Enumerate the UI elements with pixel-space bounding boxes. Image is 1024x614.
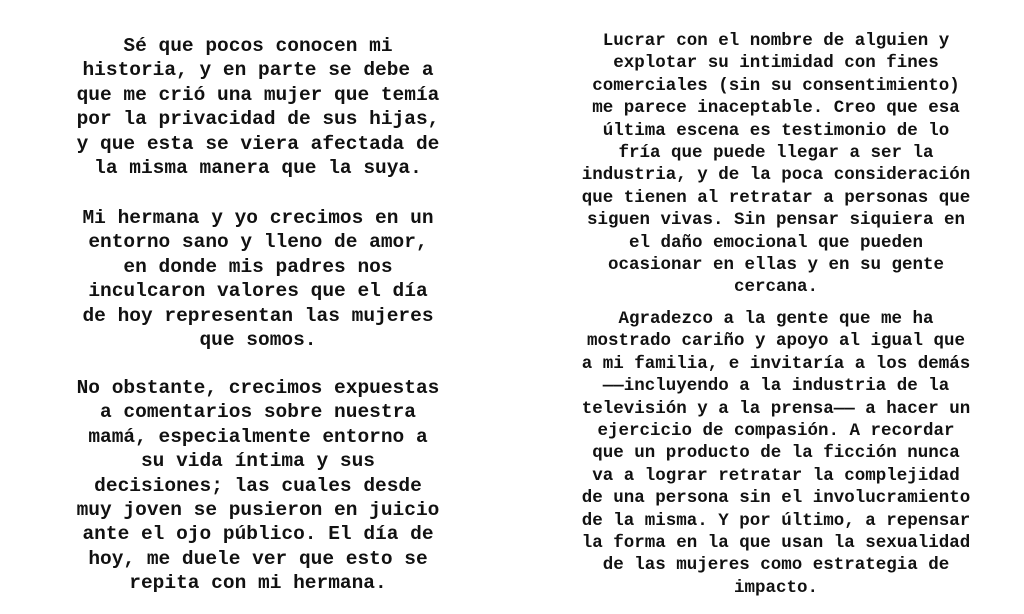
left-paragraph-2: Mi hermana y yo crecimos en un entorno sano y lleno de amor, en donde mis padres nos inculcaron valores que el día de hoy representan las mujeres que somos. <box>82 207 434 352</box>
left-paragraph-3: No obstante, crecimos expuestas a comentarios sobre nuestra mamá, especialmente entorno a su vida íntima y sus decisiones; las cuales desde muy joven se pusieron en juicio ante el ojo público. El día de hoy, me duele ver que esto se repita con mi hermana. <box>76 377 440 595</box>
left-paragraph-1: Sé que pocos conocen mi historia, y en parte se debe a que me crió una mujer que temía por la privacidad de sus hijas, y que esta se viera afectada de la misma manera que la suya. <box>76 35 440 180</box>
right-paragraph-1: Lucrar con el nombre de alguien y explotar su intimidad con fines comerciales (sin su consentimiento) me parece inaceptable. Creo que esa última escena es testimonio de lo fría que puede llegar a ser la industria, y de la poca consideración que tienen al retratar a personas que siguen vivas. Sin pensar siquiera en el daño emocional que pueden ocasionar en ellas y en su gente cercana. <box>581 31 971 298</box>
right-story-panel <box>528 0 1024 614</box>
panel-divider <box>516 0 528 614</box>
right-paragraph-2: Agradezco a la gente que me ha mostrado cariño y apoyo al igual que a mi familia, e invitaría a los demás ——incluyendo a la industria de la televisión y a la prensa—— a hacer un ejercicio de compasión. A recordar que un producto de la ficción nunca va a lograr retratar la complejidad de una persona sin el involucramiento de la misma. Y por último, a repensar la forma en la que usan la sexualidad de las mujeres como estrategia de impacto. <box>581 309 971 598</box>
